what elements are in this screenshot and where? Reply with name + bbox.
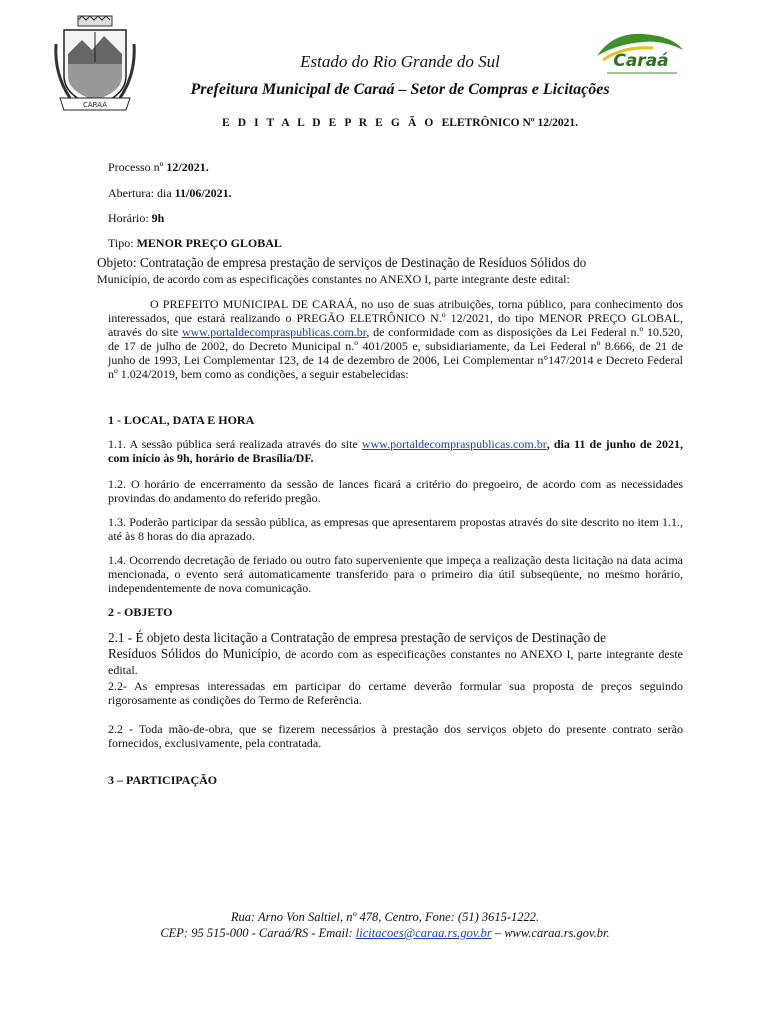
footer-cep: CEP: 95 515-000 - Caraá/RS - Email: [160,926,356,940]
edital-title-rest: ELETRÔNICO Nº 12/2021. [441,117,579,129]
processo-line [108,160,209,175]
processo-label: Processo nº [108,160,164,174]
paragraph-1-2: 1.2. O horário de encerramento da sessão de lances ficará a critério do pregoeiro, de acordo com as necessidades provindas do andamento do referido pregão. [108,477,683,505]
footer-website: – www.caraa.rs.gov.br. [491,926,610,940]
footer-address: Rua: Arno Von Saltiel, nº 478, Centro, Fone: (51) 3615-1222. [230,910,540,924]
abertura-label: Abertura: dia [108,186,172,200]
header-edital-title [0,117,770,129]
paragraph-2-2b: 2.2 - Toda mão-de-obra, que se fizerem necessários à prestação dos serviços objeto do presente contrato serão fornecidos, exclusivamente, pela contratada. [108,722,683,750]
section3-title: 3 – PARTICIPAÇÃO [108,773,218,787]
objeto-intro-line1: Objeto: Contratação de empresa prestação de serviços de Destinação de Resíduos Sólidos do [97,255,587,270]
horario-label: Horário: [108,211,149,225]
footer-email-link[interactable]: licitacoes@caraa.rs.gov.br [355,926,492,940]
section2-title: 2 - OBJETO [108,605,173,619]
p21-residuos: Resíduos Sólidos do Município [108,646,278,661]
abertura-line [108,186,232,201]
horario-line [108,211,164,226]
horario-value: 9h [151,211,165,225]
svg-text:Caraá: Caraá [613,51,669,71]
header-state: Estado do Rio Grande do Sul [300,52,500,71]
objeto-intro-line2: Município, de acordo com as especificações constantes no ANEXO I, parte integrante deste edital: [97,272,570,286]
portal-link-1-1[interactable]: www.portaldecompraspublicas.com.br [361,437,547,451]
paragraph-1-1 [108,437,683,465]
section1-title: 1 - LOCAL, DATA E HORA [108,413,255,427]
tipo-label: Tipo: [108,236,134,250]
paragraph-2-1-line1: 2.1 - É objeto desta licitação a Contratação de empresa prestação de serviços de Destinação de [108,630,606,645]
preamble-text-1: O PREFEITO MUNICIPAL DE CARAÁ, no uso de suas atribuições, torna público, para conhecimento dos interessados, que estará realizando o PREGÃO ELETRÔNICO N.º 12/2021, do tipo MENOR PREÇO GLOBAL, através do site [108,297,683,339]
tipo-value: MENOR PREÇO GLOBAL [136,236,282,250]
portal-link[interactable]: www.portaldecompraspublicas.com.br [181,325,367,339]
paragraph-2-2a: 2.2- As empresas interessadas em participar do certame deverão formular sua proposta de preços seguindo rigorosamente as condições do Termo de Referência. [108,679,683,707]
svg-text:CARAÁ: CARAÁ [82,101,108,109]
paragraph-2-1-rest [108,646,683,678]
footer-contact [0,925,770,941]
paragraph-1-4: 1.4. Ocorrendo decretação de feriado ou outro fato superveniente que impeça a realização desta licitação na data acima mencionada, o evento será automaticamente transferido para o primeiro dia útil subseqüente, no mesmo horário, independentemente de nova comunicação. [108,553,683,595]
preamble-text-2: , de conformidade com as disposições da Lei Federal n.º 10.520, de 17 de julho de 2002, do Decreto Municipal n.º 401/2005 e, subsidiariamente, da Lei Federal nº 8.666, de 21 de junho de 1993, Lei Complementar 123, de 14 de dezembro de 2006, Lei Complementar n°147/2014 e Decreto Federal nº 1.024/2019, bem como as condições, a seguir estabelecidas: [108,325,683,381]
abertura-value: 11/06/2021. [174,186,232,200]
header-prefecture: Prefeitura Municipal de Caraá – Setor de Compras e Licitações [190,81,610,98]
edital-title-spaced: E D I T A L D E P R E G Ã O [221,117,436,129]
preamble-paragraph [108,297,683,381]
p11-bold: , dia 11 de junho de 2021, com início às 9h, horário de Brasília/DF. [108,437,683,465]
tipo-line [108,236,282,251]
processo-value: 12/2021. [166,160,209,174]
p21-rest: , de acordo com as especificações constantes no ANEXO I, parte integrante deste edital. [108,647,683,677]
paragraph-1-3: 1.3. Poderão participar da sessão pública, as empresas que apresentarem propostas através do site descrito no item 1.1., até às 8 horas do dia aprazado. [108,515,683,543]
p11-text: 1.1. A sessão pública será realizada através do site [108,437,362,451]
